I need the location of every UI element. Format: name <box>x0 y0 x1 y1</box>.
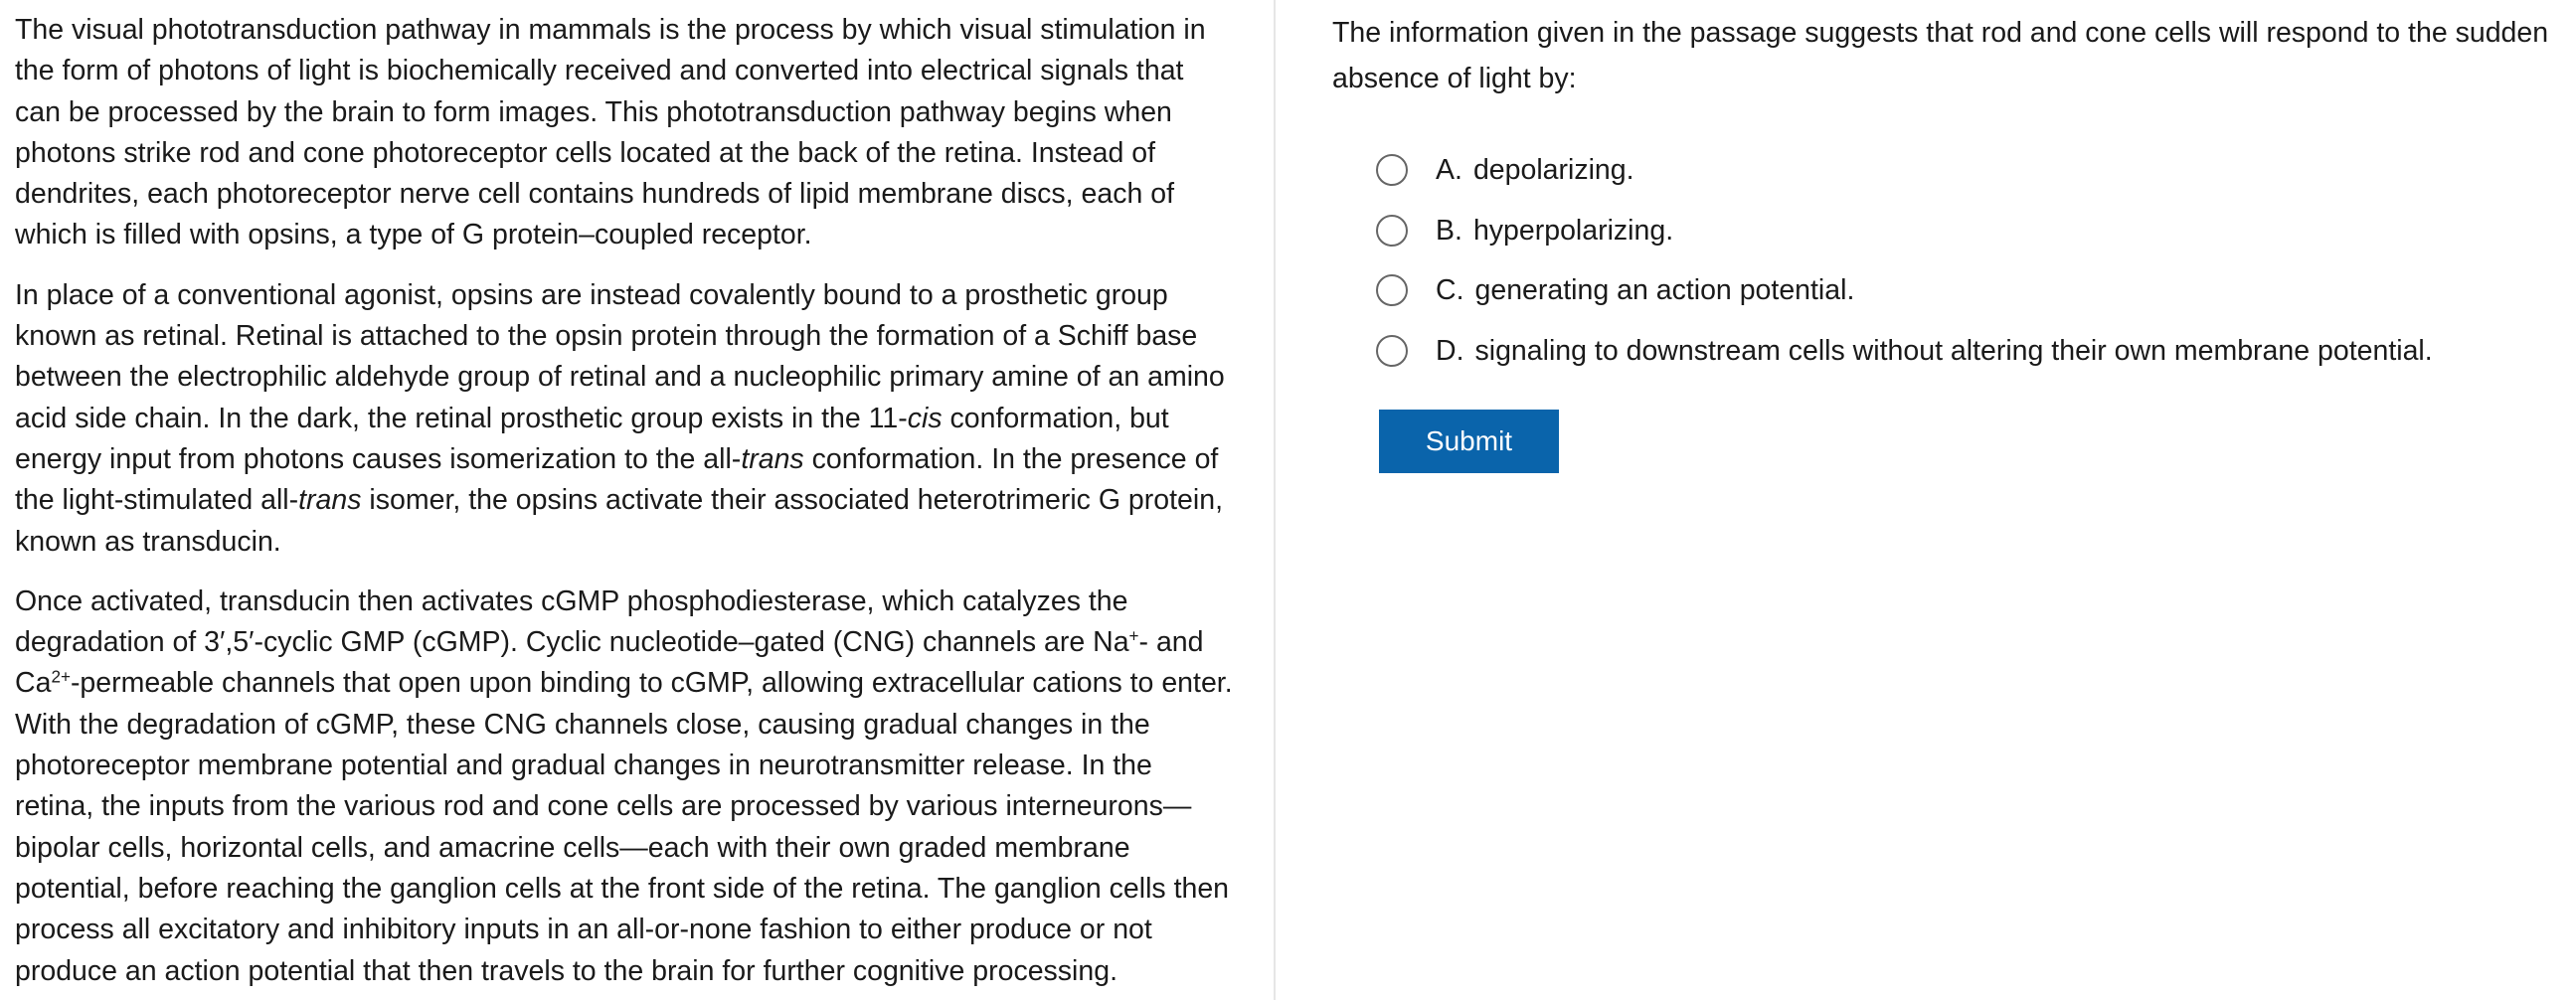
superscript-charge: + <box>1128 626 1139 646</box>
choice-text: hyperpolarizing. <box>1472 214 1674 247</box>
answer-choices <box>1332 140 2576 381</box>
passage-text: -permeable channels that open upon binding to cGMP, allowing extracellular cations to enter. With the degradation of cGMP, these CNG channels close, causing gradual changes in the photoreceptor membrane potential and gradual changes in neurotransmitter release. In the retina, the inputs from the various rod and cone cells are processed by various interneurons—bipolar cells, horizontal cells, and amacrine cells—each with their own graded membrane potential, before reaching the ganglion cells at the front side of the retina. The ganglion cells then process all excitatory and inhibitory inputs in an all-or-none fashion to either produce or not produce an action potential that then travels to the brain for further cognitive processing. <box>15 667 1233 987</box>
radio-button-b[interactable] <box>1376 215 1408 247</box>
passage-italic-text: trans <box>741 442 804 475</box>
choice-letter: A. <box>1436 154 1462 187</box>
passage-text: In place of a conventional agonist, opsins are instead covalently bound to a prosthetic group known as retinal. Retinal is attached to the opsin protein through the formation of a Schiff base between the electrophilic aldehyde group of retinal and a nucleophilic primary amine of an amino acid side chain. In the dark, the retinal prosthetic group exists in the 11- <box>15 278 1225 434</box>
choice-letter: C. <box>1436 274 1464 307</box>
passage-text: - and Ca <box>15 626 1204 700</box>
question-stem: The information given in the passage suggests that rod and cone cells will respond to the sudden absence of light by: <box>1332 17 2549 94</box>
answer-choice-label <box>1436 152 1634 188</box>
radio-button-d[interactable] <box>1376 335 1408 367</box>
answer-choice-label <box>1436 213 1673 249</box>
choice-text: signaling to downstream cells without altering their own membrane potential. <box>1474 334 2433 367</box>
answer-choice-b[interactable] <box>1332 201 2576 261</box>
passage-paragraph-3 <box>15 582 1233 992</box>
passage-italic-text: trans <box>298 484 362 517</box>
choice-letter: D. <box>1436 334 1464 367</box>
superscript-charge: 2+ <box>51 668 71 688</box>
choice-text: depolarizing. <box>1472 154 1634 187</box>
passage-text: isomer, the opsins activate their associated heterotrimeric G protein, known as transducin. <box>15 484 1223 558</box>
answer-choice-label <box>1436 272 1854 308</box>
choice-text: generating an action potential. <box>1474 274 1855 307</box>
passage-text: Once activated, transducin then activates cGMP phosphodiesterase, which catalyzes the degradation of 3′,5′-cyclic GMP (cGMP). Cyclic nucleotide–gated (CNG) channels are Na <box>15 584 1129 659</box>
answer-choice-c[interactable] <box>1332 260 2576 321</box>
submit-button[interactable]: Submit <box>1379 410 1559 473</box>
passage-paragraph-2 <box>15 275 1233 563</box>
passage-italic-text: cis <box>907 402 943 434</box>
radio-button-a[interactable] <box>1376 154 1408 186</box>
question-pane <box>1278 0 2576 1000</box>
answer-choice-a[interactable] <box>1332 140 2576 201</box>
passage-paragraph-1: The visual phototransduction pathway in mammals is the process by which visual stimulation in the form of photons of light is biochemically received and converted into electrical signals that can be processed by the brain to form images. This phototransduction pathway begins when photons strike rod and cone photoreceptor cells located at the back of the retina. Instead of dendrites, each photoreceptor nerve cell contains hundreds of lipid membrane discs, each of which is filled with opsins, a type of G protein–coupled receptor. <box>15 14 1206 251</box>
passage-text: conformation. In the presence of the light-stimulated all- <box>15 442 1219 517</box>
passage-text: conformation, but energy input from photons causes isomerization to the all- <box>15 402 1169 475</box>
answer-choice-label <box>1436 333 2433 369</box>
passage-pane <box>0 0 1276 1000</box>
choice-letter: B. <box>1436 214 1462 247</box>
answer-choice-d[interactable] <box>1332 321 2576 382</box>
radio-button-c[interactable] <box>1376 274 1408 306</box>
